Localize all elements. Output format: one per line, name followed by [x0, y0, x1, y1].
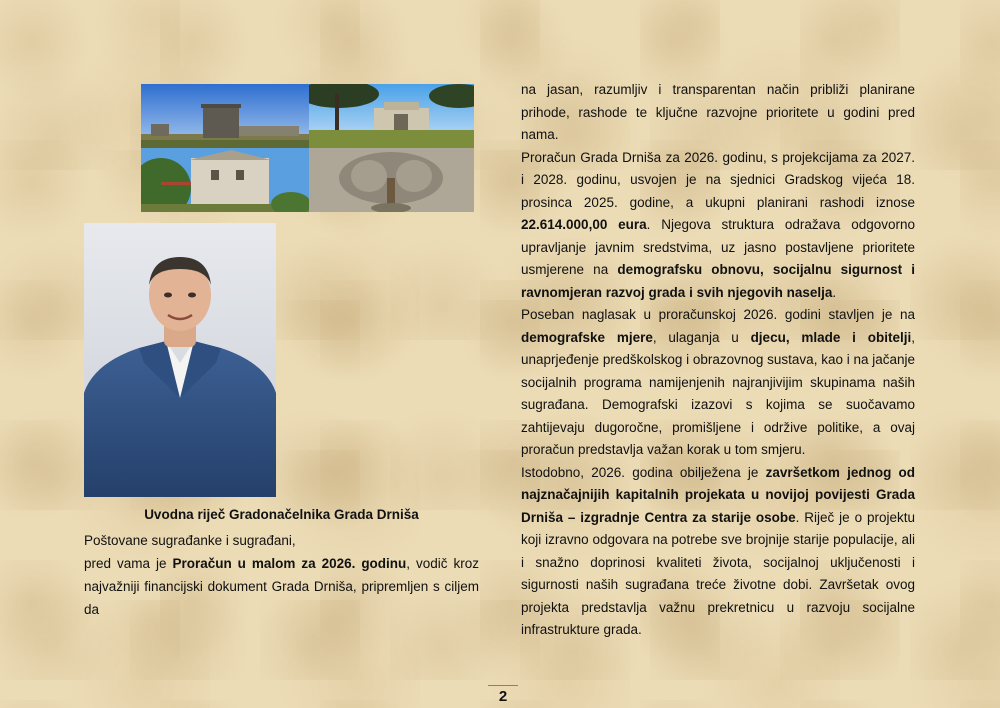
text-run: Proračun Grada Drniša za 2026. godinu, s projekcijama za 2027. i 2028. godinu, usvojen je na sjednici Gradskog vijeća 18. prosinca 2025. godine, a ukupni planirani rashodi iznose: [521, 149, 915, 210]
greeting: Poštovane sugrađanke i sugrađani,: [84, 533, 296, 548]
budget-title-emphasis: Proračun u malom za 2026. godinu: [172, 556, 407, 571]
paragraph-1: na jasan, razumljiv i transparentan način približi planirane prihode, rashode te ključne razvojne prioritete u godini pred nama.: [521, 82, 915, 142]
intro-paragraph: [84, 552, 479, 621]
text-run: Istodobno, 2026. godina obilježena je: [521, 464, 766, 480]
intro-right-column: [521, 79, 915, 642]
intro-left-column: [84, 529, 479, 621]
page-number: 2: [488, 685, 518, 705]
text-run: . Njegova struktura odražava odgovorno upravljanje javnim sredstvima, uz jasno postavljene prioritete usmjerene na: [521, 217, 915, 277]
photo-stone-house: [141, 148, 309, 212]
paragraph-4: [521, 462, 915, 642]
text-run: , unaprjeđenje predškolskog i obrazovnog sustava, kao i na jačanje socijalnih programa namijenjenih najranjivijim skupinama naših sugrađana. Demografski izazovi s kojima se suočavamo zahtijevaju dugoročne, promišljene i održive politike, a ovaj proračun predstavlja važan korak u tom smjeru.: [521, 329, 916, 457]
text-run: , ulaganja u: [652, 329, 751, 345]
text-run: , vodič kroz najvažniji financijski dokument Grada Drniša, pripremljen s ciljem da: [84, 556, 479, 617]
photo-mausoleum: [309, 84, 474, 148]
mayor-portrait: [84, 223, 276, 497]
portrait-caption: Uvodna riječ Gradonačelnika Grada Drniša: [144, 507, 419, 522]
text-run: . Riječ je o projektu koji izravno odgovara na potrebe sve brojnije starije populacije, ali i snažno doprinosi kvaliteti života, socijalnoj uključenosti i sigurnosti naših sugrađana treće životne dobi. Završetak ovog projekta predstavlja važnu prekretnicu u razvoju socijalne infrastrukture grada.: [521, 509, 915, 637]
text-run: .: [832, 284, 837, 300]
text-run: Poseban naglasak u proračunskoj 2026. godini stavljen je na: [521, 307, 915, 322]
priorities-emphasis: demografsku obnovu, socijalnu sigurnost i ravnomjeran razvoj grada i svih njegovih naselja: [521, 262, 915, 300]
text-run: pred vama je: [84, 556, 173, 571]
children-youth-families-emphasis: djecu, mlade i obitelji: [750, 329, 912, 345]
photo-fountain-relief: [309, 148, 474, 212]
demographic-measures-emphasis: demografske mjere: [521, 329, 653, 345]
photo-collage: [141, 84, 474, 212]
paragraph-2: [521, 147, 915, 305]
capital-project-emphasis: završetkom jednog od najznačajnijih kapitalnih projekata u novijoj povijesti Grada Drniša – izgradnje Centra za starije osobe: [521, 464, 916, 525]
total-expenditure: 22.614.000,00 eura: [521, 217, 647, 232]
paragraph-3: [521, 304, 915, 462]
photo-fortress: [141, 84, 309, 148]
